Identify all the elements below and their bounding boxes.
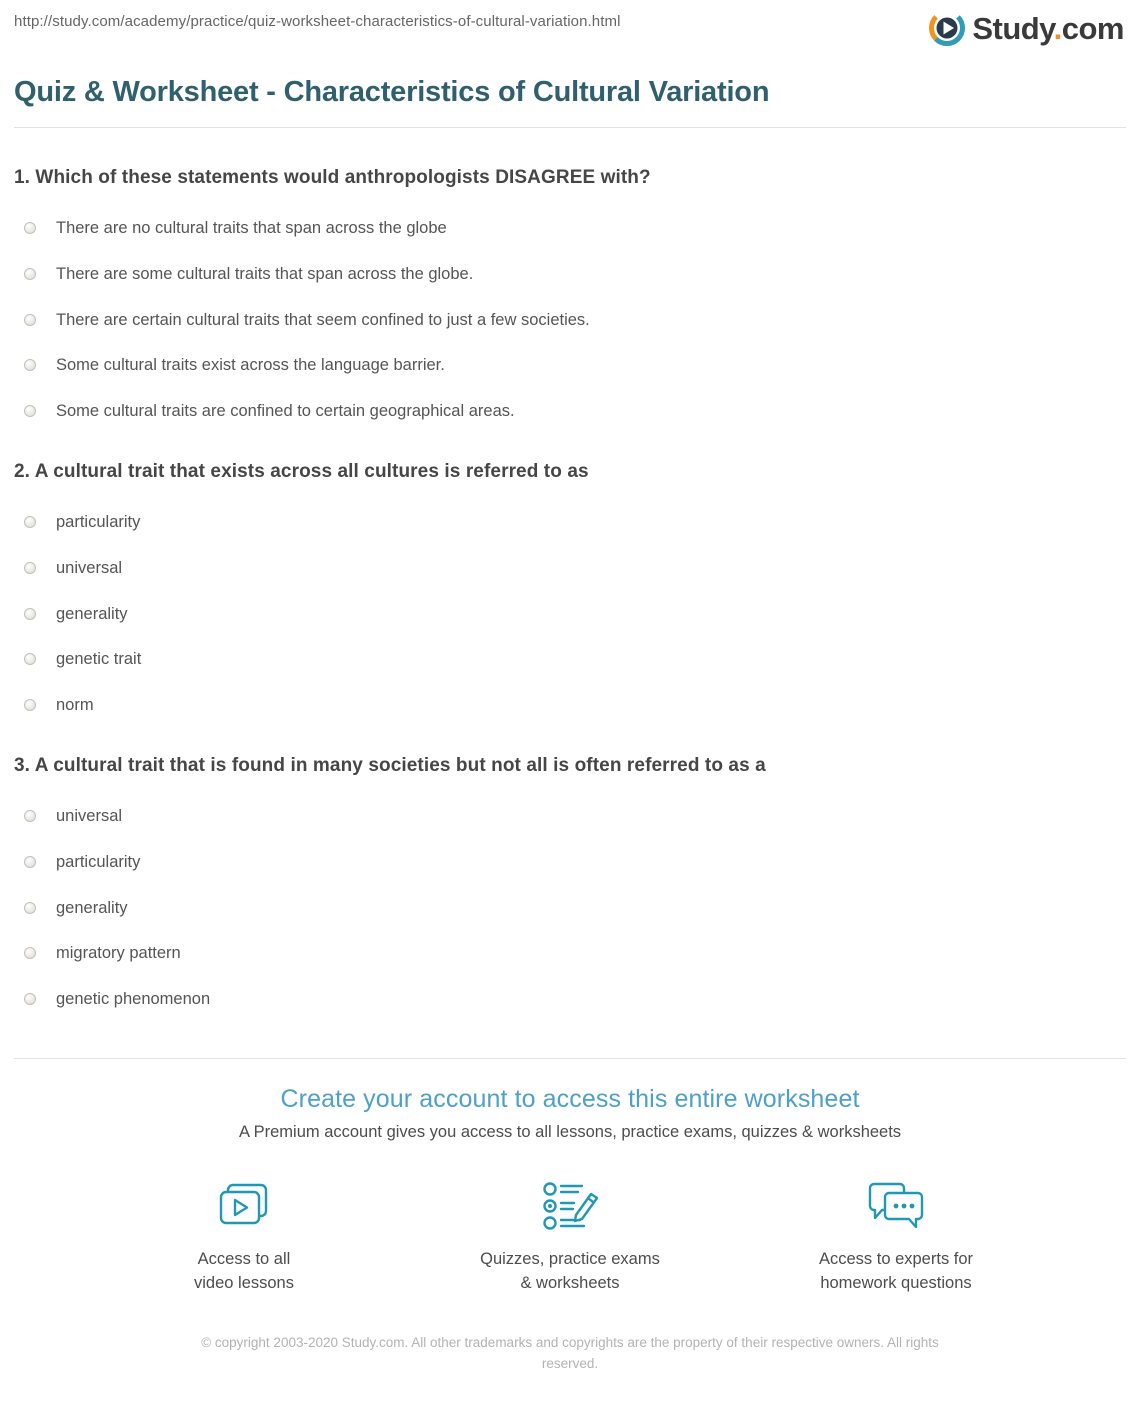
question-2-option-4[interactable] (14, 650, 1126, 670)
feature-video-lessons (129, 1176, 359, 1296)
question-2-prompt: 2. A cultural trait that exists across all cultures is referred to as (14, 460, 589, 482)
signup-subheading: A Premium account gives you access to all lessons, practice exams, quizzes & worksheets (238, 1122, 902, 1141)
radio-button[interactable] (24, 359, 36, 371)
question-3-option-5[interactable] (14, 990, 1126, 1010)
question-1-option-4[interactable] (14, 356, 1126, 376)
question-3 (14, 755, 1126, 1010)
copyright-notice: © copyright 2003-2020 Study.com. All other trademarks and copyrights are the property of their respective owners. All rights reserved. (201, 1334, 939, 1372)
video-lessons-icon (216, 1176, 272, 1236)
radio-button[interactable] (24, 856, 36, 868)
feature-expert-chat (781, 1176, 1011, 1296)
quiz-body (0, 167, 1140, 1010)
option-label[interactable]: migratory pattern (56, 944, 181, 963)
page-title: Quiz & Worksheet - Characteristics of Cultural Variation (14, 76, 770, 108)
study-logo-text: Study.com (972, 10, 1124, 46)
top-bar (0, 0, 1140, 46)
option-label[interactable]: generality (56, 898, 128, 917)
page-url: http://study.com/academy/practice/quiz-worksheet-characteristics-of-cultural-variation.html (14, 13, 621, 30)
question-1-prompt: 1. Which of these statements would anthropologists DISAGREE with? (14, 167, 651, 188)
study-logo-icon (929, 10, 965, 46)
radio-button[interactable] (24, 699, 36, 711)
question-1-option-2[interactable] (14, 265, 1126, 285)
feature-label: Access to all video lessons (194, 1249, 294, 1292)
question-2-option-1[interactable] (14, 513, 1126, 533)
radio-button[interactable] (24, 268, 36, 280)
quizzes-worksheets-icon (540, 1176, 600, 1236)
question-2-option-5[interactable] (14, 696, 1126, 716)
option-label[interactable]: universal (56, 558, 123, 577)
study-logo[interactable] (929, 10, 1124, 46)
radio-button[interactable] (24, 810, 36, 822)
radio-button[interactable] (24, 653, 36, 665)
option-label[interactable]: Some cultural traits are confined to certain geographical areas. (56, 402, 515, 421)
radio-button[interactable] (24, 314, 36, 326)
option-label[interactable]: particularity (56, 852, 141, 871)
radio-button[interactable] (24, 608, 36, 620)
option-label[interactable]: There are no cultural traits that span across the globe (56, 219, 447, 237)
feature-quizzes-worksheets (455, 1176, 685, 1296)
question-2-option-3[interactable] (14, 605, 1126, 625)
question-3-prompt: 3. A cultural trait that is found in many societies but not all is often referred to as a (14, 754, 766, 776)
question-1-option-5[interactable] (14, 402, 1126, 422)
option-label[interactable]: There are some cultural traits that span across the globe. (56, 264, 474, 283)
question-1-option-1[interactable] (14, 219, 1126, 239)
radio-button[interactable] (24, 516, 36, 528)
question-2 (14, 461, 1126, 716)
radio-button[interactable] (24, 562, 36, 574)
question-3-option-2[interactable] (14, 853, 1126, 873)
option-label[interactable]: genetic phenomenon (56, 990, 211, 1009)
question-2-option-2[interactable] (14, 559, 1126, 579)
radio-button[interactable] (24, 405, 36, 417)
option-label[interactable]: particularity (56, 512, 141, 531)
option-label[interactable]: genetic trait (56, 650, 142, 669)
radio-button[interactable] (24, 993, 36, 1005)
title-divider (14, 127, 1126, 128)
feature-label: Access to experts for homework questions (818, 1249, 974, 1292)
signup-divider (14, 1058, 1126, 1059)
signup-section (0, 1085, 1140, 1296)
option-label[interactable]: generality (56, 604, 128, 623)
expert-chat-icon (867, 1176, 925, 1236)
signup-heading: Create your account to access this entire worksheet (280, 1084, 860, 1113)
question-3-option-3[interactable] (14, 899, 1126, 919)
option-label[interactable]: universal (56, 806, 123, 825)
feature-label: Quizzes, practice exams & worksheets (480, 1249, 660, 1292)
question-3-option-4[interactable] (14, 944, 1126, 964)
radio-button[interactable] (24, 222, 36, 234)
option-label[interactable]: norm (56, 696, 94, 715)
option-label[interactable]: There are certain cultural traits that seem confined to just a few societies. (56, 310, 590, 329)
question-1-option-3[interactable] (14, 311, 1126, 331)
question-1 (14, 167, 1126, 422)
feature-list (0, 1176, 1140, 1296)
radio-button[interactable] (24, 902, 36, 914)
radio-button[interactable] (24, 947, 36, 959)
option-label[interactable]: Some cultural traits exist across the language barrier. (56, 356, 445, 375)
question-3-option-1[interactable] (14, 807, 1126, 827)
